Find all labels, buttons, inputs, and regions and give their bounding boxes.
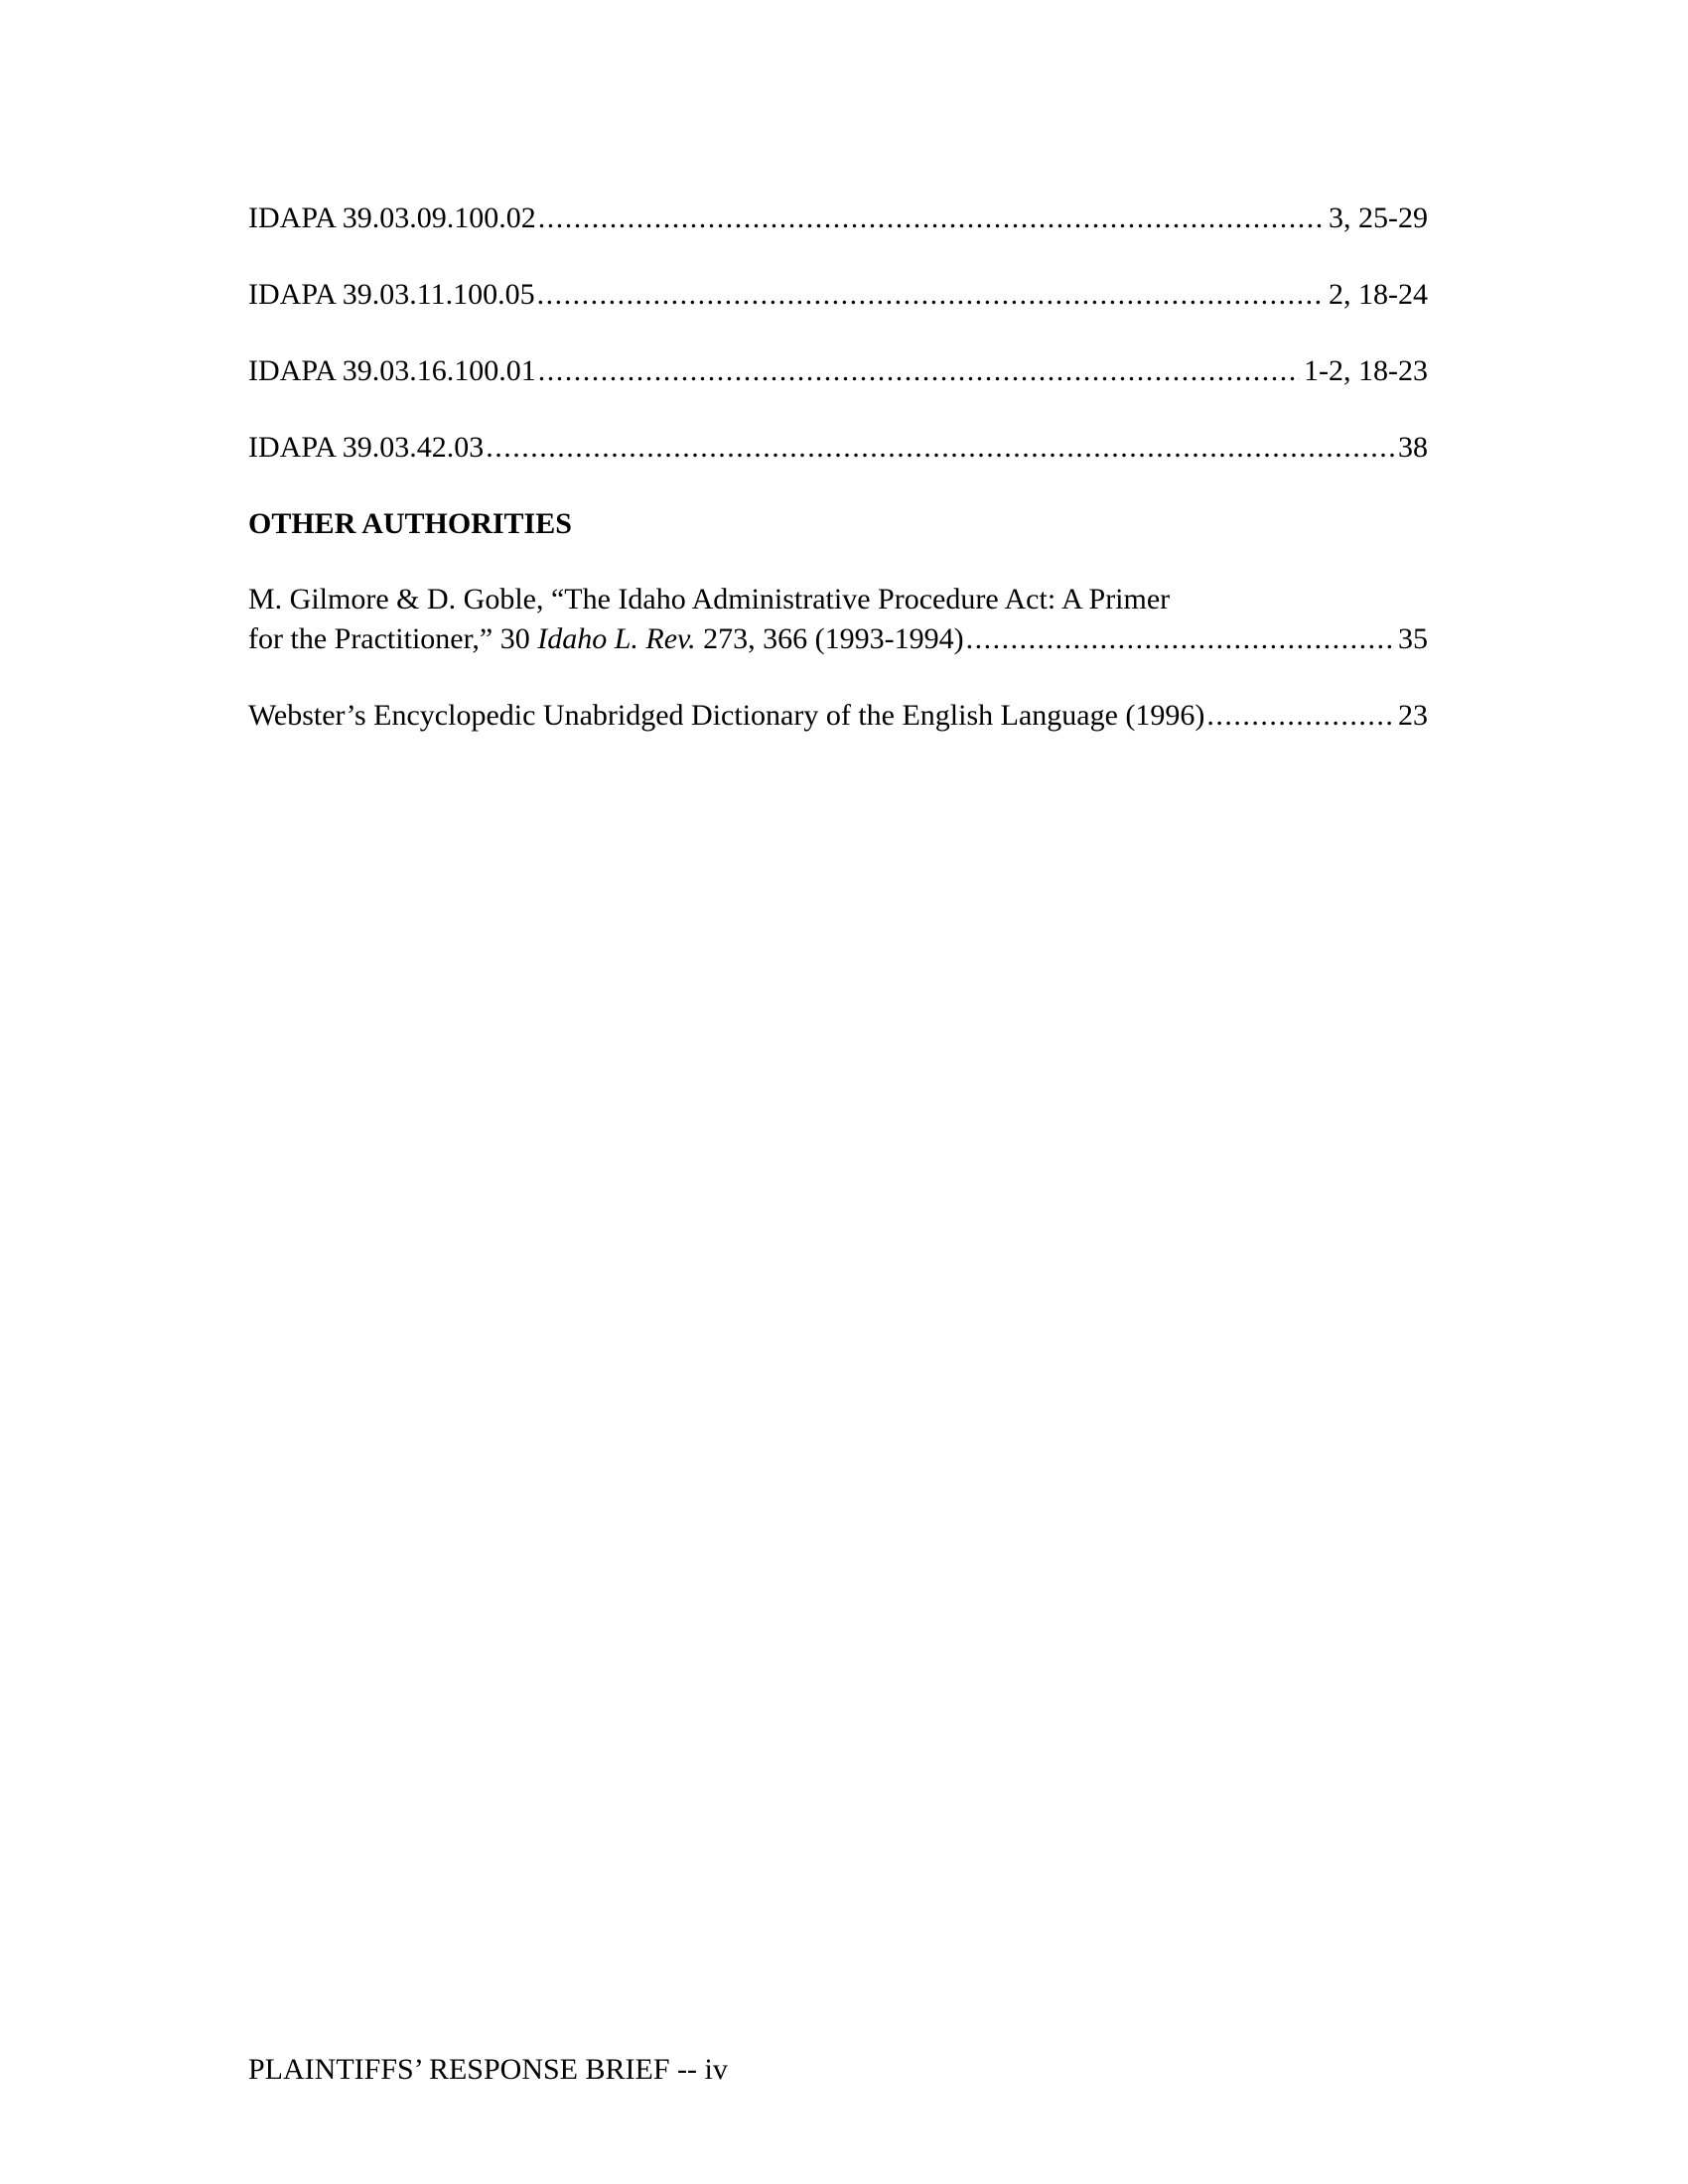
citation-text: IDAPA 39.03.16.100.01: [248, 354, 536, 387]
page-reference: 1-2, 18-23: [1304, 354, 1428, 387]
citation-text: IDAPA 39.03.11.100.05: [248, 278, 535, 311]
section-heading: OTHER AUTHORITIES: [248, 507, 572, 540]
citation-prefix: for the Practitioner,” 30: [248, 622, 538, 655]
toc-entry: [248, 275, 1428, 315]
citation-suffix: 273, 366 (1993-1994): [695, 622, 964, 655]
citation-text: IDAPA 39.03.09.100.02: [248, 202, 536, 234]
page-footer: PLAINTIFFS’ RESPONSE BRIEF -- iv: [248, 2053, 728, 2086]
toc-entry: [248, 580, 1428, 659]
citation-text: IDAPA 39.03.42.03: [248, 431, 485, 464]
table-of-authorities: [248, 199, 1428, 772]
citation-text: M. Gilmore & D. Goble, “The Idaho Administrative Procedure Act: A Primer: [248, 583, 1171, 615]
toc-entry: [248, 428, 1428, 468]
citation-text: Webster’s Encyclopedic Unabridged Dictionary of the English Language (1996): [248, 699, 1205, 732]
dot-leader: [486, 428, 1394, 468]
dot-leader: [537, 275, 1325, 315]
page-reference: 38: [1398, 431, 1428, 464]
page-reference: 35: [1398, 622, 1428, 655]
citation-text-continued: [248, 619, 964, 659]
dot-leader: [538, 199, 1325, 238]
page-reference: 23: [1398, 699, 1428, 732]
dot-leader: [966, 619, 1394, 659]
toc-entry: [248, 199, 1428, 238]
toc-entry: [248, 696, 1428, 736]
toc-entry: [248, 351, 1428, 391]
page-reference: 3, 25-29: [1329, 202, 1428, 234]
dot-leader: [1206, 696, 1394, 736]
dot-leader: [538, 351, 1300, 391]
journal-title: Idaho L. Rev.: [537, 622, 696, 655]
page-reference: 2, 18-24: [1329, 278, 1428, 311]
